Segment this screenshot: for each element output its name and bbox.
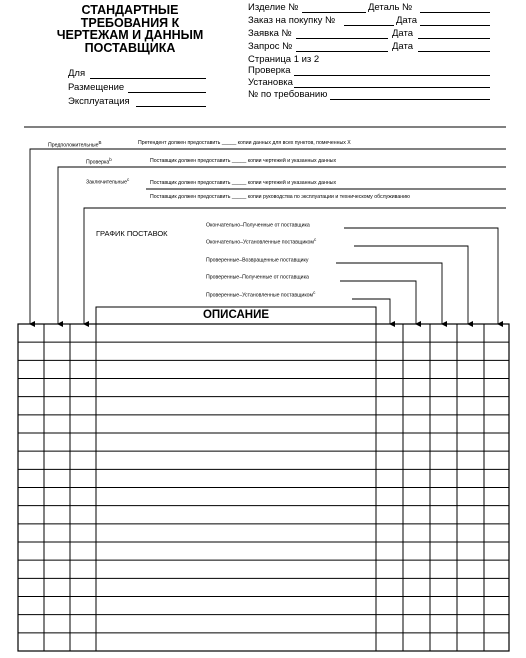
- for-label: Для: [68, 68, 86, 79]
- inquiry-label: Запрос №: [248, 41, 293, 52]
- page-indicator: Страница 1 из 2: [248, 54, 320, 65]
- final-label: Заключительныеc: [86, 177, 130, 186]
- check-req-label: Проверкаb: [86, 157, 112, 166]
- schedule-item: Окончательно–Полученные от поставщика: [206, 222, 310, 229]
- description-header: ОПИСАНИЕ: [202, 309, 270, 321]
- product-label: Изделие №: [248, 2, 299, 13]
- check-label: Проверка: [248, 65, 291, 76]
- request-label: Заявка №: [248, 28, 292, 39]
- install-label: Установка: [248, 77, 293, 88]
- placement-label: Размещение: [68, 82, 125, 93]
- check-arrow: [58, 167, 506, 324]
- schedule-item: Проверенные–Установленные поставщикомc: [206, 290, 316, 299]
- final-text-1: Поставщик должен предоставить _____ копии чертежей и указанных данных: [150, 180, 337, 186]
- date-label: Дата: [392, 41, 414, 52]
- prelim-text: Претендент должен предоставить _____ копии данных для всех пунктов, помеченных X: [138, 140, 351, 146]
- date-label: Дата: [392, 28, 414, 39]
- schedule-item: Проверенные–Возвращенные поставщику: [206, 257, 309, 264]
- prelim-arrow: [30, 149, 506, 324]
- title-line: ТРЕБОВАНИЯ К: [80, 15, 180, 30]
- check-req-text: Поставщик должен предоставить _____ копии чертежей и указанных данных: [150, 158, 337, 164]
- po-label: Заказ на покупку №: [248, 15, 336, 26]
- schedule-title: ГРАФИК ПОСТАВОК: [96, 229, 168, 238]
- table-grid: [18, 324, 509, 651]
- date-label: Дата: [396, 15, 418, 26]
- title-line: СТАНДАРТНЫЕ: [81, 3, 179, 17]
- final-text-2: Поставщик должен предоставить _____ копии руководства по эксплуатации и техническому обслуживанию: [150, 194, 410, 200]
- part-label: Деталь №: [368, 2, 413, 13]
- title-line: ЧЕРТЕЖАМ И ДАННЫМ: [56, 28, 204, 42]
- schedule-item: Проверенные–Полученные от поставщика: [206, 274, 309, 281]
- req-no-label: № по требованию: [248, 89, 328, 100]
- prelim-label: ПредположительныеВ: [48, 140, 102, 149]
- title-line: ПОСТАВЩИКА: [84, 40, 176, 55]
- operation-label: Эксплуатация: [68, 96, 130, 107]
- schedule-item: Окончательно–Установленные поставщикомc: [206, 237, 317, 246]
